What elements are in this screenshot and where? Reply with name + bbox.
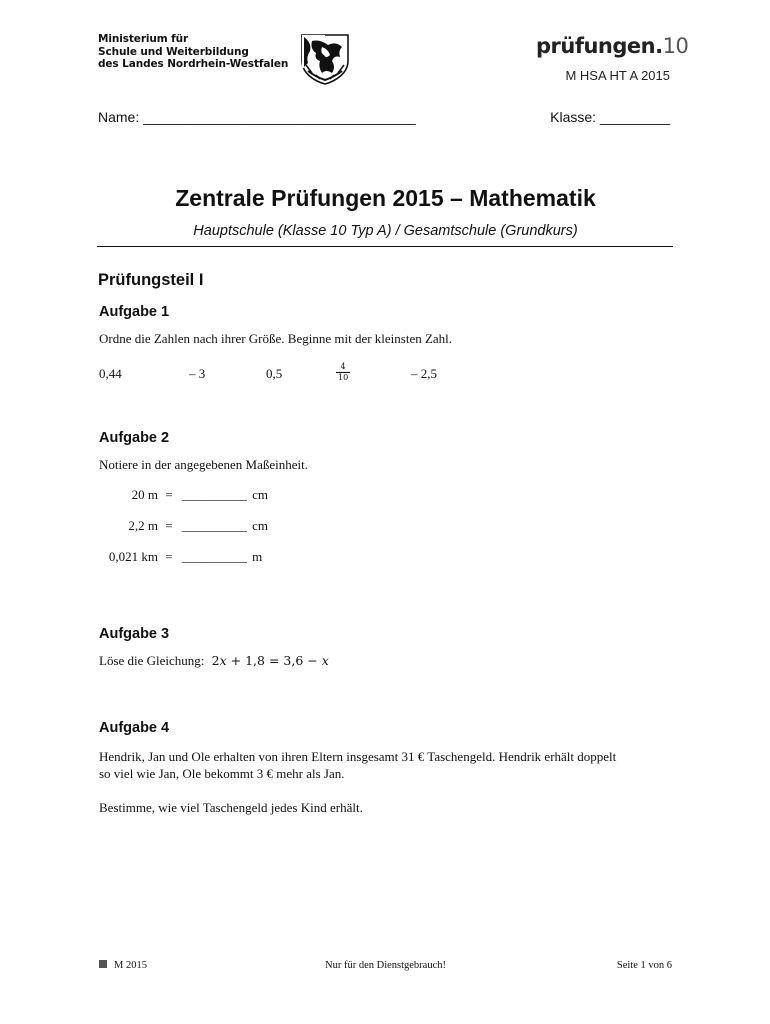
unit-label: m (252, 549, 263, 564)
conversion-row (98, 487, 268, 503)
name-field[interactable]: Name: ___________________________________ (98, 109, 416, 125)
task-1-heading: Aufgabe 1 (99, 304, 170, 320)
task-3-equation: 2𝑥 + 1,8 = 3,6 − 𝑥 (211, 653, 329, 668)
task-3-line (99, 652, 329, 669)
divider (97, 246, 673, 247)
brand-name: prüfungen. (536, 34, 663, 58)
task-1-number: 0,44 (99, 366, 122, 381)
task-4-question: Bestimme, wie viel Taschengeld jedes Kind erhält. (99, 800, 363, 815)
task-1-number: – 2,5 (411, 366, 437, 381)
task-2-instruction: Notiere in der angegebenen Maßeinheit. (99, 457, 308, 472)
exam-code: M HSA HT A 2015 (565, 68, 670, 83)
task-1-number: 0,5 (266, 366, 283, 381)
conversion-value: 0,021 km (108, 549, 158, 564)
equals-sign: = (165, 518, 173, 533)
ministry-line-1: Ministerium für (98, 33, 189, 45)
task-3-instruction: Löse die Gleichung: (99, 653, 205, 668)
footer-code: M 2015 (114, 960, 147, 971)
task-3-heading: Aufgabe 3 (99, 626, 170, 642)
square-icon (99, 960, 107, 968)
exam-subtitle: Hauptschule (Klasse 10 Typ A) / Gesamtschule (Grundkurs) (193, 223, 578, 239)
answer-blank[interactable]: __________ (181, 518, 247, 533)
conversion-row (98, 549, 262, 565)
ministry-name (98, 33, 288, 71)
task-2-heading: Aufgabe 2 (99, 430, 170, 446)
ministry-line-2: Schule und Weiterbildung (98, 45, 249, 58)
unit-label: cm (252, 487, 268, 502)
answer-blank[interactable]: __________ (181, 487, 247, 502)
brand-logo (536, 34, 688, 58)
footer-left (99, 960, 147, 971)
answer-blank[interactable]: __________ (181, 549, 247, 564)
task-4-text-line: Hendrik, Jan und Ole erhalten von ihren Eltern insgesamt 31 € Taschengeld. Hendrik erhält doppelt (99, 749, 617, 764)
conversion-value: 20 m (131, 487, 158, 502)
task-1-fraction (336, 362, 350, 383)
task-1-number: – 3 (189, 366, 206, 381)
task-4-text-line: so viel wie Jan, Ole bekommt 3 € mehr als Jan. (99, 766, 345, 781)
task-4-text (99, 748, 679, 782)
conversion-row (98, 518, 268, 534)
fraction-denominator: 10 (338, 373, 349, 382)
class-field[interactable]: Klasse: _________ (550, 109, 670, 125)
equals-sign: = (165, 549, 173, 564)
task-1-instruction: Ordne die Zahlen nach ihrer Größe. Beginne mit der kleinsten Zahl. (99, 331, 453, 346)
footer-page-number: Seite 1 von 6 (616, 960, 672, 971)
task-4-heading: Aufgabe 4 (99, 720, 170, 736)
unit-label: cm (252, 518, 268, 533)
nrw-crest-icon (298, 33, 352, 85)
equals-sign: = (165, 487, 173, 502)
brand-number: 10 (662, 34, 689, 58)
conversion-value: 2,2 m (128, 518, 158, 533)
exam-title: Zentrale Prüfungen 2015 – Mathematik (175, 185, 596, 211)
fraction-numerator: 4 (336, 362, 350, 373)
ministry-line-3: des Landes Nordrhein-Westfalen (98, 58, 289, 70)
part-title: Prüfungsteil I (98, 271, 204, 289)
footer-center: Nur für den Dienstgebrauch! (325, 960, 446, 971)
